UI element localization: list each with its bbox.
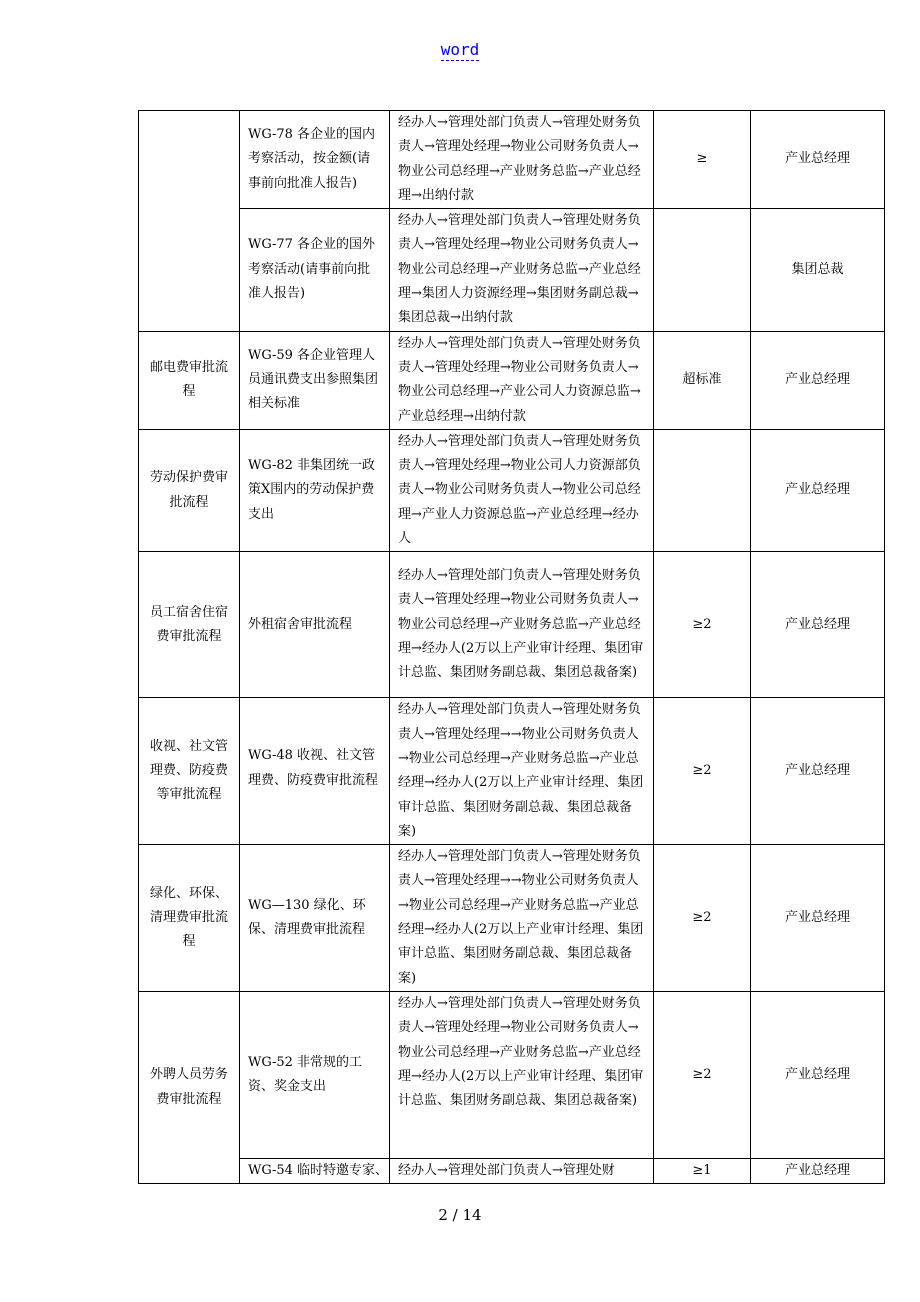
flow-cell: 经办人→管理处部门负责人→管理处财务负责人→管理处经理→物业公司财务负责人→物业公司总经理→产业财务总监→产业总经理→经办人(2万以上产业审计经理、集团审计总监、集团财务副总裁、集团总裁备案): [390, 552, 654, 698]
threshold-cell: 超标准: [654, 331, 751, 429]
threshold-cell: ≥2: [654, 552, 751, 698]
table-row: [139, 1158, 885, 1183]
flow-cell: 经办人→管理处部门负责人→管理处财务负责人→管理处经理→→物业公司财务负责人→物业公司总经理→产业财务总监→产业总经理→经办人(2万以上产业审计经理、集团审计总监、集团财务副总裁、集团总裁备案): [390, 698, 654, 845]
flow-cell: 经办人→管理处部门负责人→管理处财务负责人→管理处经理→物业公司人力资源部负责人→物业公司财务负责人→物业公司总经理→产业人力资源总监→产业总经理→经办人: [390, 429, 654, 551]
flow-cell: 经办人→管理处部门负责人→管理处财务负责人→管理处经理→物业公司财务负责人→物业公司总经理→产业财务总监→产业总经理→经办人(2万以上产业审计经理、集团审计总监、集团财务副总裁、集团总裁备案): [390, 991, 654, 1158]
table-row: [139, 111, 885, 209]
approver-cell: 产业总经理: [751, 991, 885, 1158]
process-name-cell: 收视、社文管理费、防疫费等审批流程: [139, 698, 240, 845]
item-cell: WG-59 各企业管理人员通讯费支出参照集团相关标准: [240, 331, 390, 429]
threshold-cell: [654, 209, 751, 331]
approver-cell: 集团总裁: [751, 209, 885, 331]
process-name-cell: 邮电费审批流程: [139, 331, 240, 429]
table-row: [139, 552, 885, 698]
process-name-cell: 绿化、环保、清理费审批流程: [139, 845, 240, 992]
item-cell: WG-77 各企业的国外考察活动(请事前向批准人报告): [240, 209, 390, 331]
threshold-cell: ≥1: [654, 1158, 751, 1183]
flow-cell: 经办人→管理处部门负责人→管理处财: [390, 1158, 654, 1183]
approver-cell: 产业总经理: [751, 845, 885, 992]
item-cell: WG—130 绿化、环保、清理费审批流程: [240, 845, 390, 992]
approver-cell: 产业总经理: [751, 111, 885, 209]
threshold-cell: ≥: [654, 111, 751, 209]
approver-cell: 产业总经理: [751, 429, 885, 551]
table-row: [139, 429, 885, 551]
process-name-cell: 员工宿舍住宿费审批流程: [139, 552, 240, 698]
threshold-cell: [654, 429, 751, 551]
table-row: [139, 991, 885, 1158]
approver-cell: 产业总经理: [751, 1158, 885, 1183]
threshold-cell: ≥2: [654, 991, 751, 1158]
flow-cell: 经办人→管理处部门负责人→管理处财务负责人→管理处经理→→物业公司财务负责人→物业公司总经理→产业财务总监→产业总经理→经办人(2万以上产业审计经理、集团审计总监、集团财务副总裁、集团总裁备案): [390, 845, 654, 992]
table-row: [139, 209, 885, 331]
item-cell: WG-82 非集团统一政策X围内的劳动保护费支出: [240, 429, 390, 551]
process-name-cell: [139, 111, 240, 332]
table-row: [139, 331, 885, 429]
page-number: 2 / 14: [438, 1206, 482, 1224]
approver-cell: 产业总经理: [751, 698, 885, 845]
page-header: [0, 40, 920, 59]
item-cell: WG-54 临时特邀专家、: [240, 1158, 390, 1183]
flow-cell: 经办人→管理处部门负责人→管理处财务负责人→管理处经理→物业公司财务负责人→物业公司总经理→产业财务总监→产业总经理→集团人力资源经理→集团财务副总裁→集团总裁→出纳付款: [390, 209, 654, 331]
process-name-cell: 外聘人员劳务费审批流程: [139, 991, 240, 1183]
process-name-cell: 劳动保护费审批流程: [139, 429, 240, 551]
threshold-cell: ≥2: [654, 845, 751, 992]
flow-cell: 经办人→管理处部门负责人→管理处财务负责人→管理处经理→物业公司财务负责人→物业公司总经理→产业财务总监→产业总经理→出纳付款: [390, 111, 654, 209]
item-cell: 外租宿舍审批流程: [240, 552, 390, 698]
table-row: [139, 845, 885, 992]
approver-cell: 产业总经理: [751, 552, 885, 698]
approval-process-table: [138, 110, 885, 1184]
approver-cell: 产业总经理: [751, 331, 885, 429]
item-cell: WG-78 各企业的国内考察活动，按金额(请事前向批准人报告): [240, 111, 390, 209]
item-cell: WG-48 收视、社文管理费、防疫费审批流程: [240, 698, 390, 845]
header-word-link[interactable]: word: [440, 40, 480, 59]
item-cell: WG-52 非常规的工资、奖金支出: [240, 991, 390, 1158]
threshold-cell: ≥2: [654, 698, 751, 845]
table-row: [139, 698, 885, 845]
flow-cell: 经办人→管理处部门负责人→管理处财务负责人→管理处经理→物业公司财务负责人→物业公司总经理→产业公司人力资源总监→产业总经理→出纳付款: [390, 331, 654, 429]
